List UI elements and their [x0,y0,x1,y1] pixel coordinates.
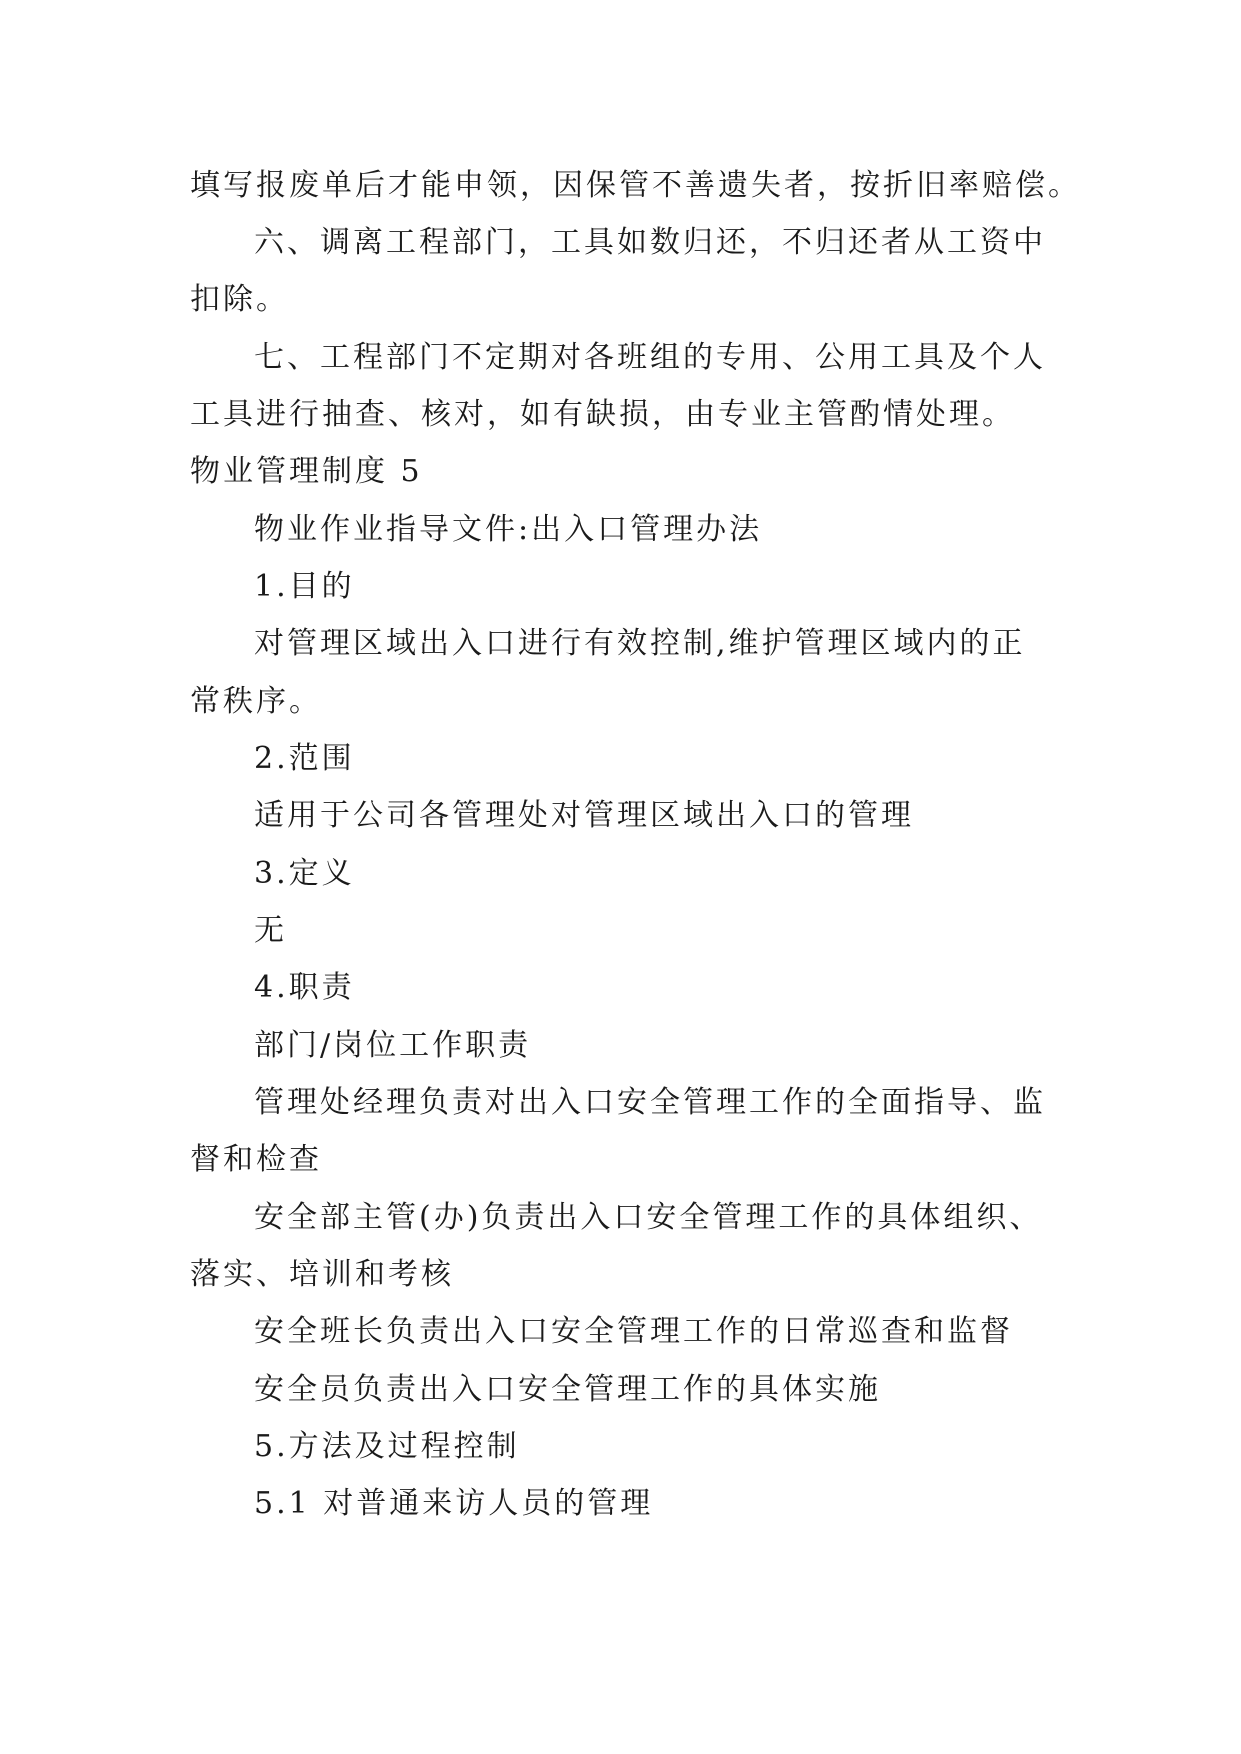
text-line: 物业作业指导文件:出入口管理办法 [254,512,763,547]
text-line: 扣除。 [190,282,289,317]
section-title: 物业管理制度 5 [190,454,423,489]
text-line: 3.定义 [254,856,355,891]
text-line: 安全班长负责出入口安全管理工作的日常巡查和监督 [254,1314,1013,1349]
text-line: 1.目的 [254,569,355,604]
text-line: 工具进行抽查、核对，如有缺损，由专业主管酌情处理。 [190,397,1015,432]
text-line: 督和检查 [190,1142,322,1177]
text-line: 七、工程部门不定期对各班组的专用、公用工具及个人 [254,340,1046,375]
text-line: 填写报废单后才能申领，因保管不善遗失者，按折旧率赔偿。 [190,168,1081,203]
text-line: 部门/岗位工作职责 [254,1028,532,1063]
text-line: 六、调离工程部门，工具如数归还，不归还者从工资中 [254,225,1046,260]
text-line: 适用于公司各管理处对管理区域出入口的管理 [254,798,914,833]
text-line: 5.方法及过程控制 [254,1429,520,1464]
text-line: 落实、培训和考核 [190,1257,454,1292]
text-line: 2.范围 [254,741,355,776]
text-line: 常秩序。 [190,684,322,719]
text-line: 5.1 对普通来访人员的管理 [254,1486,654,1521]
text-line: 对管理区域出入口进行有效控制,维护管理区域内的正 [254,626,1026,661]
text-line: 安全部主管(办)负责出入口安全管理工作的具体组织、 [254,1200,1043,1235]
text-line: 安全员负责出入口安全管理工作的具体实施 [254,1372,881,1407]
text-line: 无 [254,913,287,948]
text-line: 4.职责 [254,970,355,1005]
text-line: 管理处经理负责对出入口安全管理工作的全面指导、监 [254,1085,1046,1120]
